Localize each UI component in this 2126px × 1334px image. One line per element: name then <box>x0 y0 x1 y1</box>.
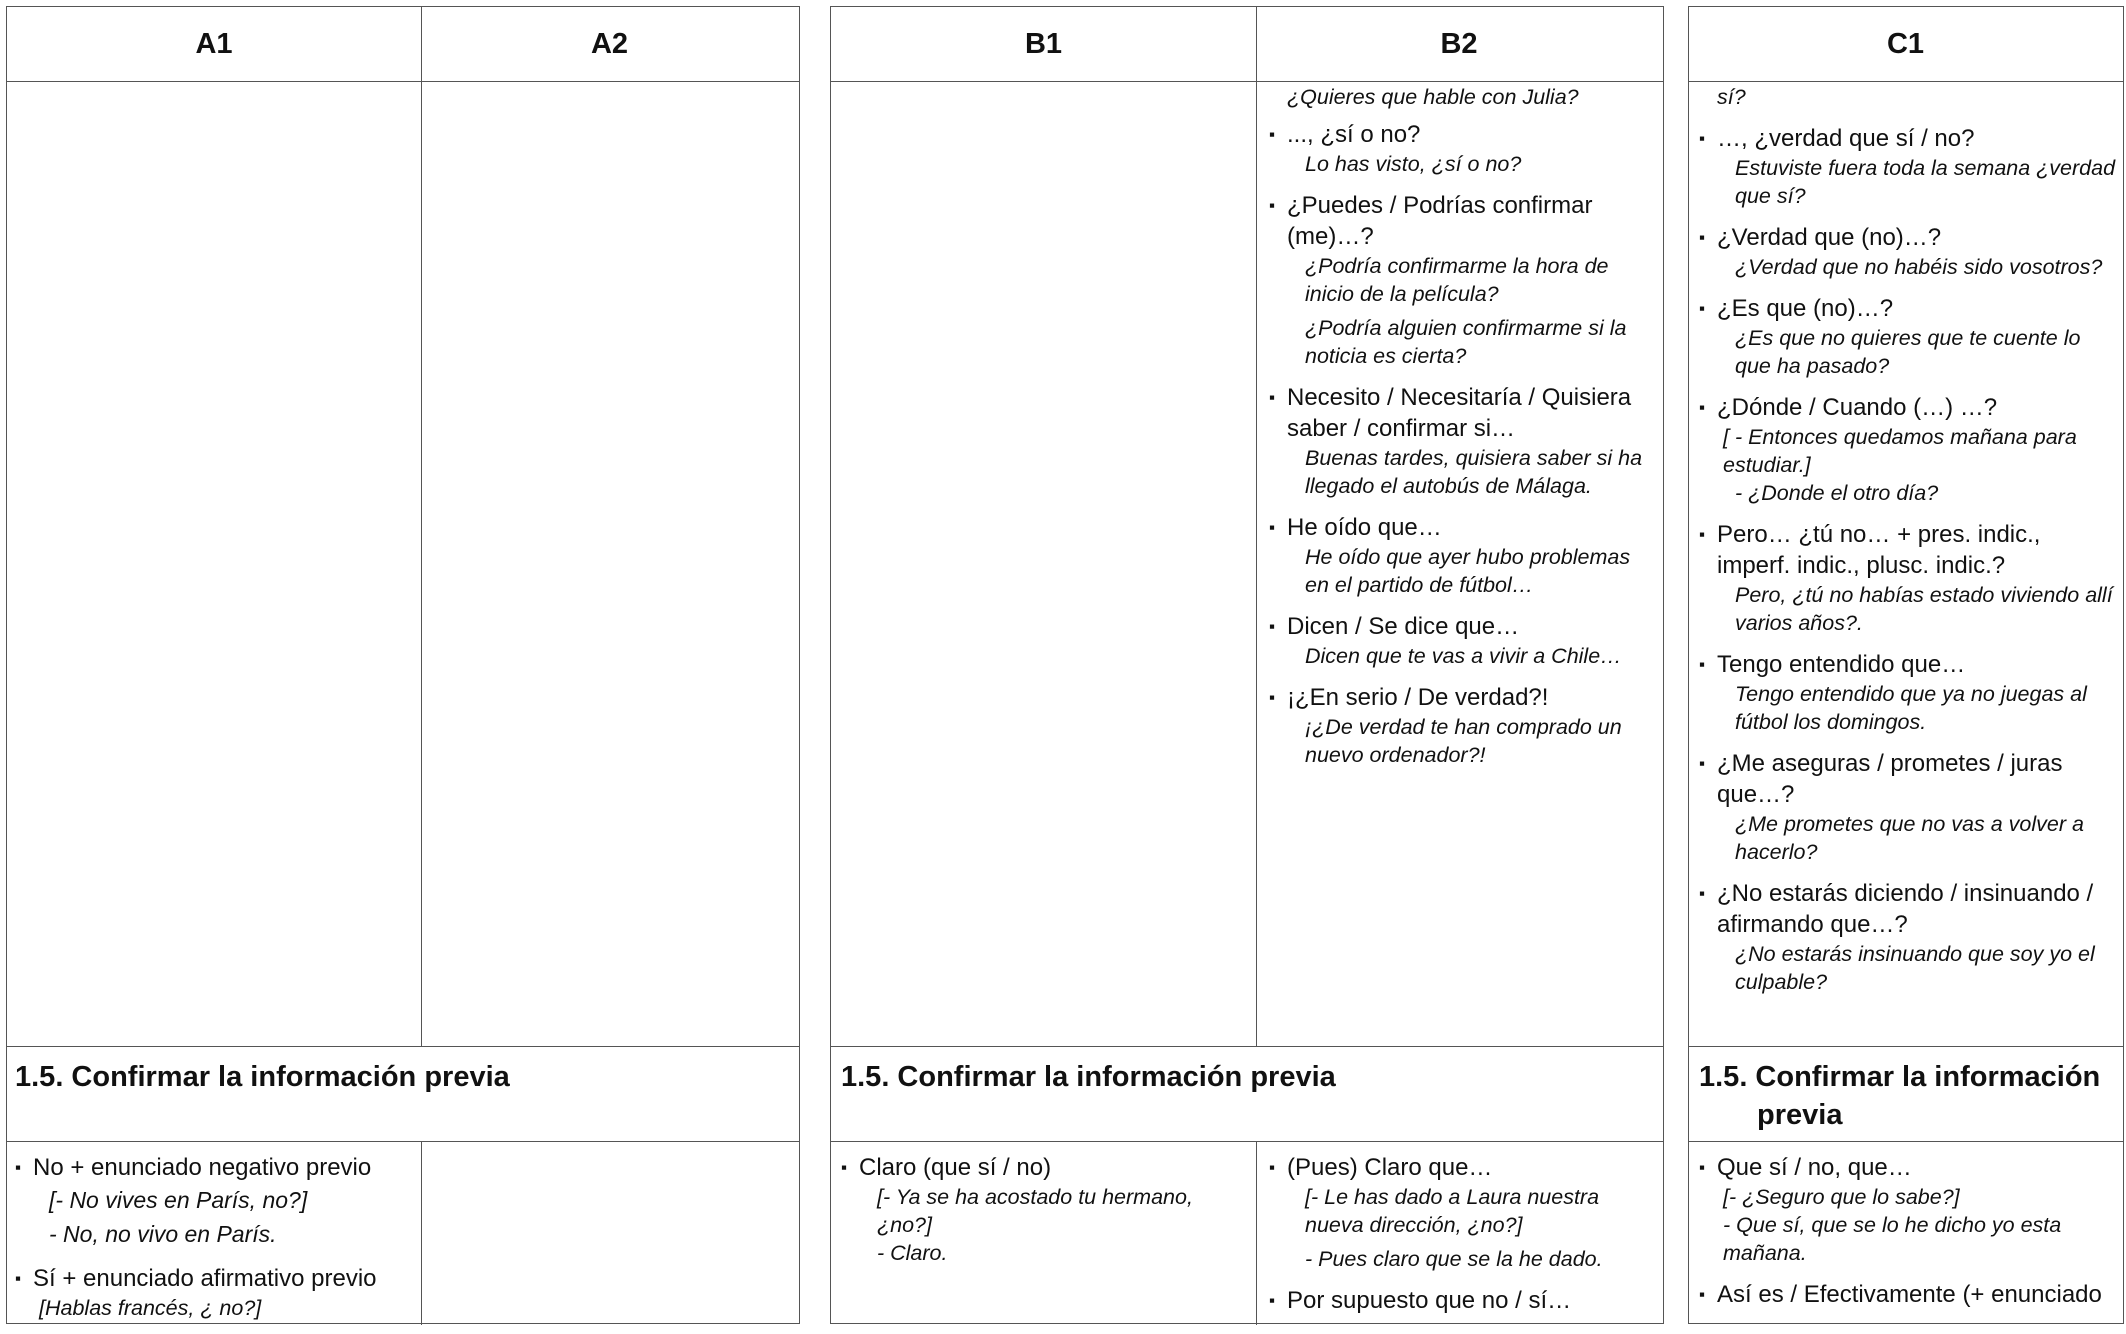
section-title-b: 1.5. Confirmar la información previa <box>841 1061 1336 1093</box>
list-item: ▪ (Pues) Claro que… [- Le has dado a Laura nuestra nueva dirección, ¿no?] - Pues claro que se la he dado. <box>1269 1152 1653 1273</box>
list-item: ▪ Que sí / no, que… [- ¿Seguro que lo sabe?] - Que sí, que se lo he dicho yo esta mañana. <box>1699 1152 2119 1267</box>
section-title-c: 1.5. Confirmar la información previa <box>1699 1061 2101 1131</box>
b2-top-cell: ¿Quieres que hable con Julia? ▪ ..., ¿sí o no? Lo has visto, ¿sí o no? ▪ ¿Puedes / Podrías confirmar (me)…? ¿Podría confirmarme la hora de inicio de la película? ¿Podría alguien confirmarme si la noticia es cierta? ▪ Necesito / Necesitaría / Quisiera saber / confirmar si… Buenas tardes, quisiera saber si ha llegado el autobús de Málaga. ▪ He oído que… He oído que ayer hubo problemas en el partido de fútbol… ▪ Dicen / Se dice que… Dicen que te vas a vivir a Chile… ▪ ¡¿En serio / De verdad?! ¡¿De verdad te han comprado un nuevo ordenador?! <box>1269 83 1653 781</box>
list-item: ▪ Dicen / Se dice que… Dicen que te vas a vivir a Chile… <box>1269 611 1653 670</box>
list-item: ▪ ..., ¿sí o no? Lo has visto, ¿sí o no? <box>1269 119 1653 178</box>
column-header-b2: B2 <box>1440 27 1478 60</box>
b2-bottom-cell <box>1269 1152 1653 1328</box>
list-item: ▪ No + enunciado negativo previo [- No vives en París, no?] - No, no vivo en París. <box>15 1152 415 1251</box>
list-item: ▪ …, ¿verdad que sí / no? Estuviste fuera toda la semana ¿verdad que sí? <box>1699 123 2119 210</box>
column-header-a1: A1 <box>195 27 233 60</box>
list-item: ▪ Así es / Efectivamente (+ enunciado <box>1699 1279 2119 1310</box>
list-item: ▪ ¿Dónde / Cuando (…) …? [ - Entonces quedamos mañana para estudiar.] - ¿Donde el otro día? <box>1699 392 2119 507</box>
list-item: ▪ ¿No estarás diciendo / insinuando / afirmando que…? ¿No estarás insinuando que soy yo el culpable? <box>1699 878 2119 996</box>
c1-top-cell: sí? ▪ …, ¿verdad que sí / no? Estuviste fuera toda la semana ¿verdad que sí? ▪ ¿Verdad que (no)…? ¿Verdad que no habéis sido vosotros? ▪ ¿Es que (no)…? ¿Es que no quieres que te cuente lo que ha pasado? ▪ ¿Dónde / Cuando (…) …? [ - Entonces quedamos mañana para estudiar.] - ¿Donde el otro día? ▪ Pero… ¿tú no… + pres. indic., imperf. indic., plusc. indic.? Pero, ¿tú no habías estado viviendo allí varios años?. ▪ Tengo entendido que… Tengo entendido que ya no juegas al fútbol los domingos. ▪ ¿Me aseguras / prometes / juras que…? ¿Me prometes que no vas a volver a hacerlo? ▪ ¿No estarás diciendo / insinuando / afirmando que…? ¿No estarás insinuando que soy yo el culpable? <box>1699 83 2119 1008</box>
section-title-a: 1.5. Confirmar la información previa <box>15 1061 510 1093</box>
list-item: ▪ Por supuesto que no / sí… <box>1269 1285 1653 1316</box>
list-item: ▪ Pero… ¿tú no… + pres. indic., imperf. indic., plusc. indic.? Pero, ¿tú no habías estado viviendo allí varios años?. <box>1699 519 2119 637</box>
c1-bottom-cell <box>1699 1152 2119 1322</box>
list-item: ▪ ¡¿En serio / De verdad?! ¡¿De verdad te han comprado un nuevo ordenador?! <box>1269 682 1653 769</box>
list-item: ▪ ¿Verdad que (no)…? ¿Verdad que no habéis sido vosotros? <box>1699 222 2119 281</box>
list-item: ▪ Claro (que sí / no) [- Ya se ha acostado tu hermano, ¿no?] - Claro. <box>841 1152 1246 1267</box>
list-item: ▪ Necesito / Necesitaría / Quisiera saber / confirmar si… Buenas tardes, quisiera saber si ha llegado el autobús de Málaga. <box>1269 382 1653 500</box>
column-header-b1: B1 <box>1024 27 1063 60</box>
list-item: ▪ ¿Es que (no)…? ¿Es que no quieres que te cuente lo que ha pasado? <box>1699 293 2119 380</box>
column-header-c1: C1 <box>1886 27 1925 60</box>
a1-bottom-cell <box>15 1152 415 1334</box>
table-b <box>830 6 1664 1324</box>
table-c <box>1688 6 2124 1324</box>
b1-bottom-cell <box>841 1152 1246 1279</box>
list-item: ▪ ¿Puedes / Podrías confirmar (me)…? ¿Podría confirmarme la hora de inicio de la película? ¿Podría alguien confirmarme si la noticia es cierta? <box>1269 190 1653 370</box>
list-item: ▪ Tengo entendido que… Tengo entendido que ya no juegas al fútbol los domingos. <box>1699 649 2119 736</box>
list-item: ▪ Sí + enunciado afirmativo previo [Hablas francés, ¿ no?] <box>15 1263 415 1322</box>
column-header-a2: A2 <box>590 27 629 60</box>
list-item: ▪ ¿Me aseguras / prometes / juras que…? ¿Me prometes que no vas a volver a hacerlo? <box>1699 748 2119 866</box>
list-item: ▪ He oído que… He oído que ayer hubo problemas en el partido de fútbol… <box>1269 512 1653 599</box>
table-a <box>6 6 800 1324</box>
